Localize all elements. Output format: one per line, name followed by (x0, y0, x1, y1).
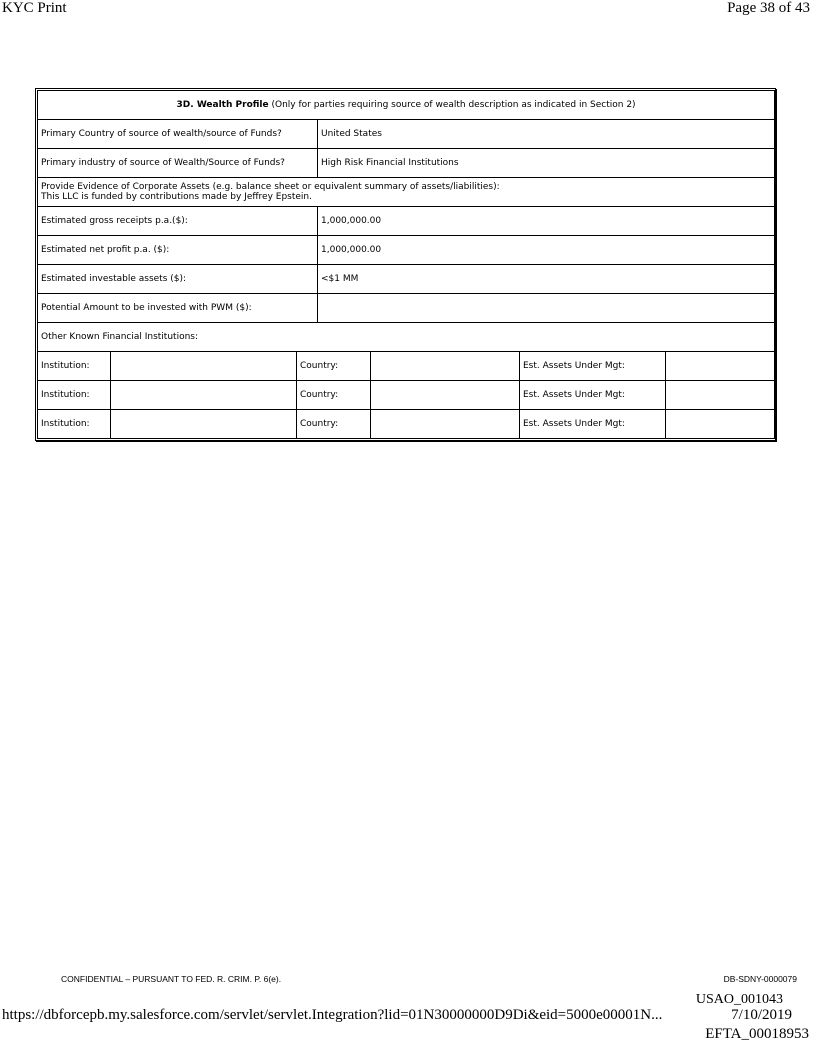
section-title (38, 91, 775, 120)
net-profit-label: Estimated net profit p.a. ($): (38, 236, 318, 265)
country-label: Country: (297, 352, 371, 381)
gross-receipts-label: Estimated gross receipts p.a.($): (38, 207, 318, 236)
assets-label: Est. Assets Under Mgt: (520, 381, 666, 410)
institution-value (111, 410, 297, 439)
evidence-label: Provide Evidence of Corporate Assets (e.g. balance sheet or equivalent summary of assets/liabilities): (41, 182, 500, 192)
institution-row (38, 381, 775, 410)
institution-value (111, 381, 297, 410)
wealth-profile-table (37, 90, 775, 439)
country-value (371, 352, 520, 381)
primary-industry-value: High Risk Financial Institutions (318, 149, 775, 178)
usao-stamp: USAO_001043 (695, 992, 783, 1007)
assets-value (666, 381, 775, 410)
institution-row (38, 352, 775, 381)
source-url: https://dbforcepb.my.salesforce.com/servlet/servlet.Integration?lid=01N30000000D9Di&eid=5000e00001N... (2, 1007, 663, 1023)
table-row (38, 265, 775, 294)
evidence-value: This LLC is funded by contributions made by Jeffrey Epstein. (41, 192, 313, 202)
wealth-profile-section (35, 88, 776, 441)
pwm-amount-value (318, 294, 775, 323)
confidential-notice: CONFIDENTIAL – PURSUANT TO FED. R. CRIM. P. 6(e). (61, 974, 282, 984)
table-row (38, 207, 775, 236)
country-label: Country: (297, 410, 371, 439)
page-header-title: KYC Print (2, 0, 67, 16)
section-title-note: (Only for parties requiring source of wealth description as indicated in Section 2) (268, 100, 636, 110)
table-row (38, 178, 775, 207)
institution-label: Institution: (38, 410, 111, 439)
investable-assets-label: Estimated investable assets ($): (38, 265, 318, 294)
investable-assets-value: <$1 MM (318, 265, 775, 294)
bates-number: DB-SDNY-0000079 (723, 974, 797, 984)
assets-label: Est. Assets Under Mgt: (520, 352, 666, 381)
primary-industry-label: Primary industry of source of Wealth/Source of Funds? (38, 149, 318, 178)
primary-country-value: United States (318, 120, 775, 149)
table-row (38, 149, 775, 178)
assets-label: Est. Assets Under Mgt: (520, 410, 666, 439)
table-row (38, 294, 775, 323)
print-date: 7/10/2019 (731, 1007, 792, 1023)
institution-value (111, 352, 297, 381)
assets-value (666, 410, 775, 439)
gross-receipts-value: 1,000,000.00 (318, 207, 775, 236)
net-profit-value: 1,000,000.00 (318, 236, 775, 265)
institution-label: Institution: (38, 381, 111, 410)
table-row (38, 120, 775, 149)
assets-value (666, 352, 775, 381)
section-title-row (38, 91, 775, 120)
table-row (38, 236, 775, 265)
institution-row (38, 410, 775, 439)
country-value (371, 381, 520, 410)
table-row (38, 323, 775, 352)
country-label: Country: (297, 381, 371, 410)
institution-label: Institution: (38, 352, 111, 381)
primary-country-label: Primary Country of source of wealth/source of Funds? (38, 120, 318, 149)
evidence-cell (38, 178, 775, 207)
page-number: Page 38 of 43 (727, 0, 810, 16)
other-institutions-label: Other Known Financial Institutions: (38, 323, 775, 352)
efta-stamp: EFTA_00018953 (705, 1026, 809, 1042)
section-title-bold: 3D. Wealth Profile (176, 100, 269, 110)
country-value (371, 410, 520, 439)
pwm-amount-label: Potential Amount to be invested with PWM ($): (38, 294, 318, 323)
